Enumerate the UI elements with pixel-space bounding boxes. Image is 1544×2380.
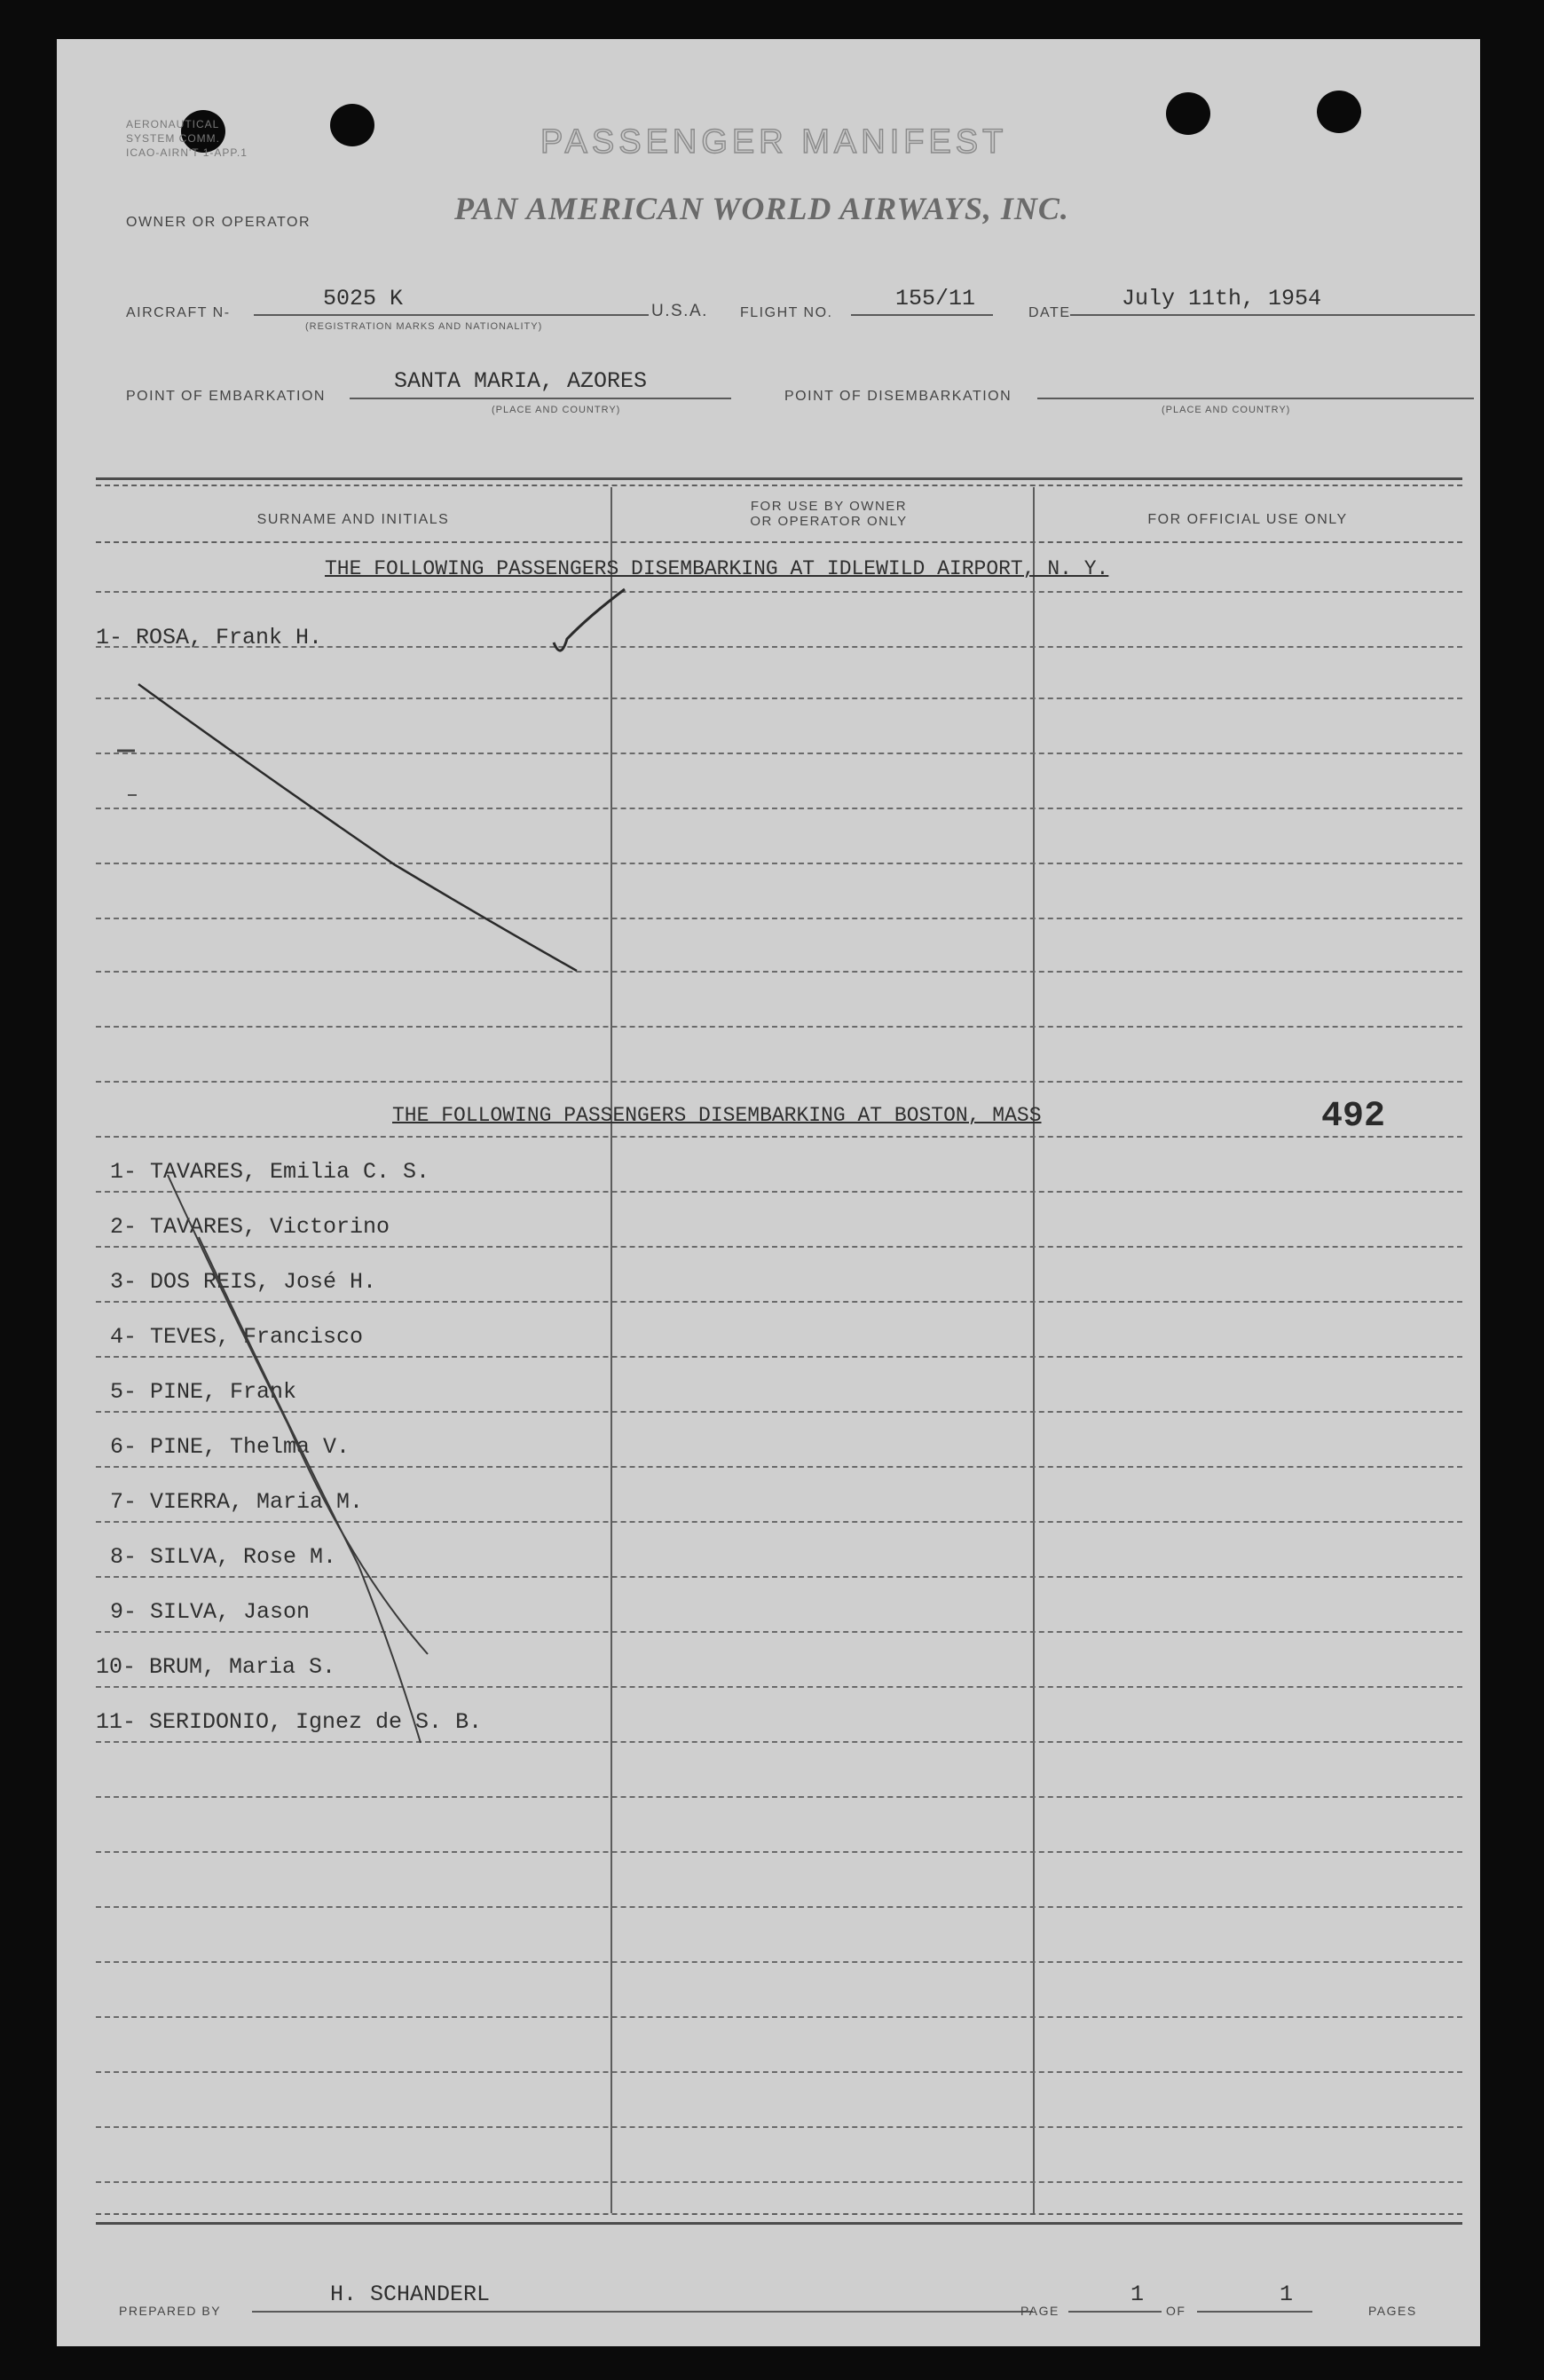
punch-hole-left-2 (330, 104, 374, 146)
embarkation-underline (350, 398, 731, 399)
of-underline (1197, 2311, 1312, 2313)
embarkation-label: POINT OF EMBARKATION (126, 389, 326, 404)
passenger-entry: 8- SILVA, Rose M. (110, 1544, 337, 1570)
table-bottom-rule-1 (96, 2213, 1462, 2215)
flight-value: 155/11 (895, 286, 976, 311)
of-label: OF (1166, 2304, 1186, 2318)
passenger-entry: 4- TEVES, Francisco (110, 1324, 364, 1350)
table-top-rule-2 (96, 485, 1462, 486)
punch-hole-right-2 (1317, 91, 1361, 133)
stamp-number: 492 (1321, 1097, 1386, 1137)
flight-underline (851, 314, 993, 316)
disembarkation-underline (1037, 398, 1474, 399)
passenger-entry: 3- DOS REIS, José H. (110, 1269, 377, 1295)
disembarkation-label: POINT OF DISEMBARKATION (784, 389, 1012, 404)
ruled-row (96, 1466, 1462, 1468)
prepared-by-label: PREPARED BY (119, 2304, 222, 2318)
ruled-row (96, 1741, 1462, 1743)
ruled-row (96, 971, 1462, 973)
ruled-row (96, 1356, 1462, 1358)
ruled-row (96, 753, 1462, 754)
page-value: 1 (1130, 2281, 1145, 2307)
ruled-row (96, 1576, 1462, 1578)
table-top-rule (96, 477, 1462, 480)
registration-note: (REGISTRATION MARKS AND NATIONALITY) (305, 321, 543, 332)
ruled-row (96, 1686, 1462, 1688)
prepared-by-underline (252, 2311, 1033, 2313)
handwritten-marks (57, 39, 1480, 2346)
column-header-owner-use: FOR USE BY OWNER OR OPERATOR ONLY (750, 499, 908, 529)
page-label: PAGE (1020, 2304, 1060, 2318)
ruled-row (96, 2126, 1462, 2128)
column-header-official-use: FOR OFFICIAL USE ONLY (1147, 512, 1348, 527)
aircraft-label: AIRCRAFT N- (126, 305, 231, 320)
prepared-by-value: H. SCHANDERL (330, 2281, 491, 2307)
passenger-entry: 2- TAVARES, Victorino (110, 1214, 390, 1240)
ruled-row (96, 1906, 1462, 1908)
date-label: DATE (1028, 305, 1071, 320)
passenger-entry: 10- BRUM, Maria S. (96, 1654, 336, 1680)
column-header-surname: SURNAME AND INITIALS (256, 512, 450, 527)
place-country-note-2: (PLACE AND COUNTRY) (1162, 405, 1291, 415)
company-name: PAN AMERICAN WORLD AIRWAYS, INC. (454, 191, 1069, 226)
aircraft-value: 5025 K (323, 286, 404, 311)
section-heading-boston: THE FOLLOWING PASSENGERS DISEMBARKING AT BOSTON, MASS (392, 1104, 1042, 1127)
form-code-line-2: SYSTEM COMM. (126, 132, 221, 145)
ruled-row (96, 591, 1462, 593)
column-divider-1 (611, 487, 612, 2213)
table-bottom-rule-2 (96, 2222, 1462, 2225)
ruled-row (96, 1026, 1462, 1028)
ruled-row (96, 1851, 1462, 1853)
page-underline (1068, 2311, 1162, 2313)
of-value: 1 (1280, 2281, 1294, 2307)
ruled-row (96, 1191, 1462, 1193)
owner-label: OWNER OR OPERATOR (126, 215, 311, 230)
pages-label: PAGES (1368, 2304, 1417, 2318)
ruled-row (96, 808, 1462, 809)
section-heading-idlewild: THE FOLLOWING PASSENGERS DISEMBARKING AT IDLEWILD AIRPORT, N. Y. (325, 557, 1109, 580)
ruled-row (96, 1301, 1462, 1303)
column-divider-2 (1033, 487, 1035, 2213)
passenger-entry: 7- VIERRA, Maria M. (110, 1489, 364, 1515)
manifest-sheet (57, 39, 1480, 2346)
punch-hole-right-1 (1166, 92, 1210, 135)
ruled-row (96, 1081, 1462, 1083)
passenger-entry: 5- PINE, Frank (110, 1379, 297, 1405)
usa-label: U.S.A. (651, 302, 708, 320)
check-mark-icon (554, 589, 625, 650)
passenger-entry: 6- PINE, Thelma V. (110, 1434, 351, 1460)
form-title: PASSENGER MANIFEST (540, 123, 1008, 161)
ruled-row (96, 1411, 1462, 1413)
ruled-row (96, 2016, 1462, 2018)
form-code-line-3: ICAO-AIRN'T 1-APP.1 (126, 146, 248, 159)
ruled-row (96, 1246, 1462, 1248)
flight-label: FLIGHT NO. (740, 305, 833, 320)
ruled-row (96, 1961, 1462, 1963)
form-code-line-1: AERONAUTICAL (126, 118, 220, 130)
ruled-row (96, 1136, 1462, 1138)
passenger-entry: 11- SERIDONIO, Ignez de S. B. (96, 1709, 483, 1735)
ruled-row (96, 697, 1462, 699)
passenger-entry: 1- TAVARES, Emilia C. S. (110, 1159, 430, 1185)
passenger-entry: 1- ROSA, Frank H. (96, 625, 323, 650)
ruled-row (96, 1796, 1462, 1798)
form-code (126, 117, 248, 160)
header-bottom-rule (96, 541, 1462, 543)
date-value: July 11th, 1954 (1122, 286, 1322, 311)
strike-line-section1 (138, 684, 577, 971)
ruled-row (96, 2181, 1462, 2183)
date-underline (1070, 314, 1475, 316)
embarkation-value: SANTA MARIA, AZORES (394, 368, 648, 394)
ruled-row (96, 2071, 1462, 2073)
ruled-row (96, 918, 1462, 919)
ruled-row (96, 1631, 1462, 1633)
aircraft-underline (254, 314, 649, 316)
ruled-row (96, 863, 1462, 864)
place-country-note: (PLACE AND COUNTRY) (492, 405, 621, 415)
passenger-entry: 9- SILVA, Jason (110, 1599, 311, 1625)
ruled-row (96, 1521, 1462, 1523)
